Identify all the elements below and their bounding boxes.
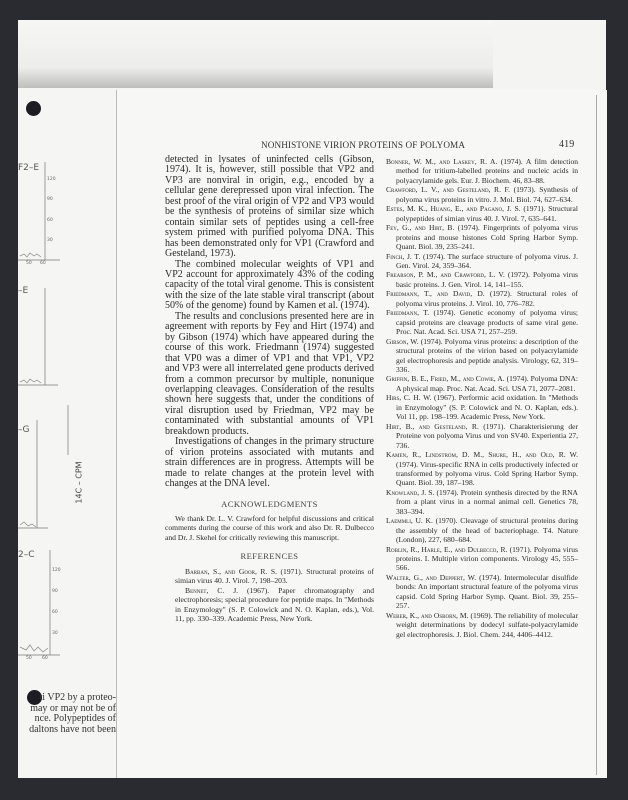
graph-label: 2–C xyxy=(18,550,35,560)
reference-authors: Griffin, B. E., Fried, M., and Cowie, A. xyxy=(386,374,505,384)
page-number: 419 xyxy=(559,139,575,150)
x-tick: 60 xyxy=(42,656,48,661)
references-list-left xyxy=(165,567,374,624)
reference-entry xyxy=(386,270,578,289)
reference-entry xyxy=(386,573,578,611)
reference-authors: Gibson, W. xyxy=(386,336,419,346)
graph-label: –G xyxy=(18,425,30,435)
reference-authors: Estes, M. K., Huang, E., and Pagano, J. S. xyxy=(386,204,521,214)
references-list-right xyxy=(386,157,578,639)
reference-text: (1970). Cleavage of structural proteins during the assembly of the head of bacteriophage. T4. Nature (London), 227, 680–684. xyxy=(396,516,578,545)
x-tick: 50 xyxy=(26,261,32,266)
back-page-text-fragment xyxy=(20,693,116,735)
reference-authors: Barban, S., and Goor, R. S. xyxy=(185,566,277,576)
reference-text: (1974). Intermolecular disulfide bonds: An important structural feature of the polyoma virus capsid. Cold Spring Harbor Symp. Quant. Biol. 39, 255–257. xyxy=(396,572,578,611)
running-title: NONHISTONE VIRION PROTEINS OF POLYOMA xyxy=(261,140,466,150)
page-edge xyxy=(596,95,597,775)
references-heading: REFERENCES xyxy=(240,551,299,562)
reference-entry xyxy=(386,223,578,251)
reference-text: (1972). Structural roles of polyoma virus proteins. J. Virol. 10, 776–782. xyxy=(396,289,578,308)
reference-entry xyxy=(386,185,578,204)
body-paragraph: detected in lysates of uninfected cells (Gibson, 1974). It is, however, still possible that VP2 and VP3 are nonviral in origin, e.g., encoded by a cellular gene derepressed upon viral infection. The best proof of the viral origin of VP2 and VP3 would be the synthesis of proteins of similar size which contain similar sets of peptides using a cell-free system primed with purified polyoma DNA. This has been demonstrated only for VP1 (Crawford and Gesteland, 1973). xyxy=(165,154,374,260)
reference-authors: Bennet, C. J. xyxy=(185,585,239,595)
reference-authors: Bonner, W. M., and Laskey, R. A. xyxy=(386,157,498,166)
y-tick: 120 xyxy=(47,177,56,182)
reference-entry xyxy=(386,450,578,488)
reference-entry xyxy=(386,516,578,544)
reference-entry xyxy=(386,252,578,271)
reference-authors: Knowland, J. S. xyxy=(386,487,435,497)
reference-authors: Fey, G., and Hirt, B. xyxy=(386,223,455,233)
reference-authors: Walter, G., and Deppert, W. xyxy=(386,572,477,582)
reference-text: (1974). Protein synthesis directed by the RNA from a plant virus in a normal animal cell. Genetics 78, 383–394. xyxy=(396,487,578,516)
y-tick: 60 xyxy=(52,610,58,615)
reference-authors: Weber, K., and Osborn, M. xyxy=(386,610,469,620)
reference-entry xyxy=(386,393,578,421)
fragment-line: daltons have not been xyxy=(29,723,116,735)
reference-authors: Frearson, P. M., and Crawford, L. V. xyxy=(386,270,505,280)
reference-entry xyxy=(386,289,578,308)
acknowledgments-text: We thank Dr. L. V. Crawford for helpful discussions and critical comments during the course of this work and also Dr. R. Dulbecco and Dr. J. Skehel for critically reviewing this manuscript. xyxy=(165,513,374,542)
reference-text: (1974). Polyoma virus proteins: a description of the structural proteins of the virion based on polyacrylamide gel electrophoresis and peptide analysis. Virology, 62, 319–336. xyxy=(396,336,578,374)
reference-entry xyxy=(165,586,374,624)
reference-authors: Hirt, B., and Gesteland, R. xyxy=(386,421,479,431)
y-tick: 30 xyxy=(47,238,53,243)
reference-authors: Roblin, R., Harle, E., and Dulbecco, R. xyxy=(386,544,508,554)
reference-entry xyxy=(386,545,578,573)
reference-text: (1971). Structural proteins of simian virus 40. J. Virol. 7, 198–203. xyxy=(175,566,374,586)
left-column xyxy=(165,155,374,624)
x-tick: 60 xyxy=(40,261,46,266)
reference-text: (1974). The surface structure of polyoma virus. J. Gen. Virol. 24, 359–364. xyxy=(396,251,579,270)
body-paragraph: Investigations of changes in the primary structure of virion proteins associated with mutants and strain differences are in progress. Attempts will be made to relate changes at the protein level with changes at the DNA level. xyxy=(165,436,374,490)
y-axis-label: 14C – CPM xyxy=(74,461,84,504)
fragment-line: ti VP2 by a proteo- xyxy=(39,693,116,703)
reference-text: (1972). Polyoma virus basic proteins. J. Gen. Virol. 14, 141–155. xyxy=(396,270,578,289)
reference-entry xyxy=(165,567,374,586)
reference-entry xyxy=(386,488,578,516)
reference-text: (1973). Synthesis of polyoma virus proteins in vitro. J. Mol. Biol. 74, 627–634. xyxy=(396,185,579,204)
y-tick: 120 xyxy=(52,568,61,573)
reference-text: (1971). Charakterisierung der Proteine von polyoma Virus und von SV40. Experientia 27, 736. xyxy=(396,421,578,450)
punch-hole-icon xyxy=(26,101,41,116)
reference-authors: Finch, J. T. xyxy=(386,251,421,261)
reference-text: (1974). Virus-specific RNA in cells productively infected or transformed by polyoma virus. Cold Spring Harbor Symp. Quant. Biol. 39, 187–198. xyxy=(396,459,578,488)
reference-text: (1974). A film detection method for tritium-labelled proteins and nucleic acids in polyacrylamide gels. Eur. J. Biochem. 46, 83–88. xyxy=(396,157,578,185)
body-paragraph: The combined molecular weights of VP1 and VP2 account for approximately 43% of the coding capacity of the total viral genome. This is consistent with the size of the late stable viral transcript (about 50% of the genome) found by Kamen et al. (1974). xyxy=(165,258,374,312)
y-tick: 60 xyxy=(47,218,53,223)
fragment-line: may or may not be of xyxy=(30,702,116,714)
acknowledgments-heading: ACKNOWLEDGMENTS xyxy=(221,498,318,509)
y-tick: 30 xyxy=(52,631,58,636)
graph-label: F2–E xyxy=(18,163,40,173)
reference-text: (1974). Fingerprints of polyoma virus proteins and mouse histones Cold Spring Harbor Symp. Quant. Biol. 39, 235–241. xyxy=(396,223,578,252)
reference-entry xyxy=(386,308,578,336)
reference-text: (1971). Polyoma virus proteins. I. Multiple virion components. Virology 45, 555–566. xyxy=(396,544,578,573)
back-page-graphs xyxy=(18,150,118,710)
reference-entry xyxy=(386,204,578,223)
reference-authors: Kamen, R., Lindstrom, D. M., Shure, H., and Old, R. W. xyxy=(386,450,578,460)
y-tick: 90 xyxy=(52,589,58,594)
reference-authors: Friedmann, T. xyxy=(386,308,430,318)
fragment-line: nce. Polypeptides of xyxy=(34,713,116,724)
reference-text: (1967). Paper chromatography and electrophoresis; special procedure for peptide maps. In "Methods in Enzymology" (S. P. Colowick and N. O. Kaplan, eds.), Vol. 11, pp. 330–339. Academic Press, New York. xyxy=(175,585,374,624)
reference-text: (1967). Performic acid oxidation. In "Methods in Enzymology" (S. P. Colowick and N. O. Kaplan, eds.). Vol 11, pp. 198–199. Academic Press, New York. xyxy=(396,393,579,422)
reference-text: (1974). Polyoma DNA: A physical map. Proc. Nat. Acad. Sci. USA 71, 2077–2081. xyxy=(396,374,578,393)
page-top-shadow xyxy=(18,20,493,88)
reference-entry xyxy=(386,157,578,185)
reference-text: (1969). The reliability of molecular weight determinations by dodecyl sulfate-polyacrylamide gel electrophoresis. J. Biol. Chem. 244, 4406–4412. xyxy=(396,610,578,639)
body-paragraph: The results and conclusions presented here are in agreement with reports by Fey and Hirt (1974) and by Gibson (1974) which have appeared during the course of this work. Friedmann (1974) suggested that VP0 was a dimer of VP1 and that VP1, VP2 and VP3 were all interrelated gene products derived from a common precursor by multiple, nonunique overlapping cleavages. Consideration of the results shown here suggests that, under the conditions of viral disruption used by Friedman, VP2 may be contaminated with substantial amounts of VP1 breakdown products. xyxy=(165,310,374,437)
reference-entry xyxy=(386,611,578,639)
reference-authors: Laemmli, U. K. xyxy=(386,516,433,526)
y-tick: 90 xyxy=(47,197,53,202)
graph-label: –E xyxy=(18,286,29,296)
reference-authors: Hirs, C. H. W. xyxy=(386,393,432,403)
reference-entry xyxy=(386,374,578,393)
reference-entry xyxy=(386,337,578,375)
reference-authors: Crawford, L. V., and Gesteland, R. F. xyxy=(386,185,511,195)
reference-authors: Friedmann, T., and David, D. xyxy=(386,289,485,299)
reference-text: (1971). Structural polypeptides of simian virus 40. J. Virol. 7, 635–641. xyxy=(396,204,578,223)
reference-text: (1974). Genetic economy of polyoma virus; capsid proteins are cleavage products of same viral gene. Proc. Nat. Acad. Sci. USA 71, 257–259. xyxy=(396,308,578,337)
x-tick: 50 xyxy=(26,656,32,661)
reference-entry xyxy=(386,422,578,450)
